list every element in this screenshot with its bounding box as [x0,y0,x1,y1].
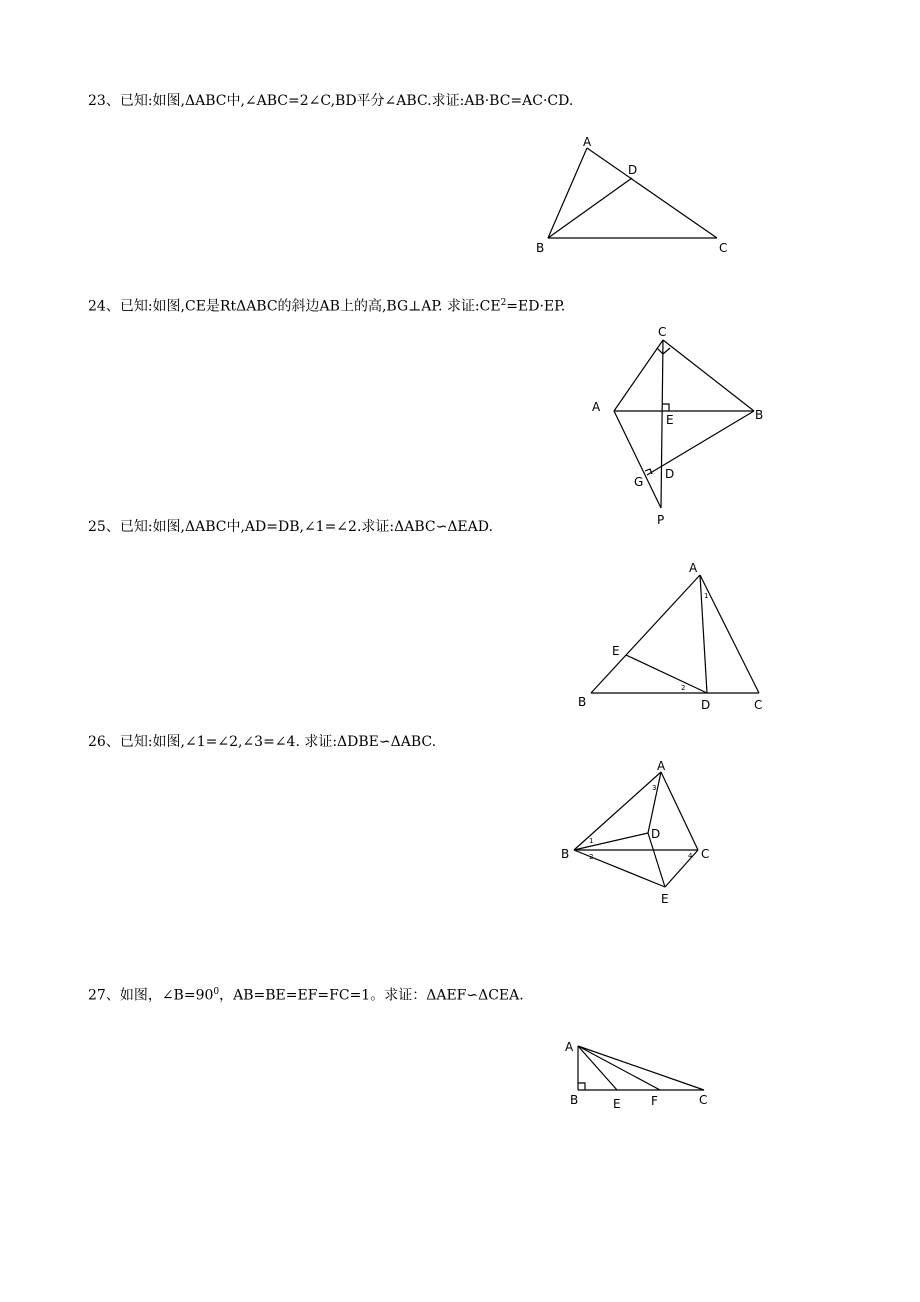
label-c: C [701,847,710,861]
problem-24-before: 24、已知:如图,CE是RtΔABC的斜边AB上的高,BG⊥AP. 求证:CE [88,298,501,315]
label-f: F [651,1094,658,1108]
label-e: E [613,1097,621,1111]
label-c: C [719,241,728,255]
label-b: B [578,695,587,709]
label-e: E [612,644,620,658]
angle-3-label: 3 [652,784,657,792]
label-b: B [561,847,570,861]
label-a: A [592,400,601,414]
problem-26-text: 26、已知:如图,∠1=∠2,∠3=∠4. 求证:ΔDBE∽ΔABC. [88,734,437,750]
label-p: P [657,513,665,527]
label-b: B [536,241,545,255]
angle-4-label: 4 [688,852,693,860]
label-g: G [634,475,644,489]
angle-2-label: 2 [589,853,594,861]
problem-27-after: ，AB=BE=EF=FC=1。求证：ΔAEF∽ΔCEA. [219,987,524,1004]
angle-1-label: 1 [589,837,594,845]
angle-1-label: 1 [704,592,709,600]
label-c: C [658,325,667,339]
label-c: C [699,1093,708,1107]
label-d: D [665,467,675,481]
problem-23-text: 23、已知:如图,ΔABC中,∠ABC=2∠C,BD平分∠ABC.求证:AB·BC=AC·CD. [88,93,574,109]
label-a: A [583,135,592,149]
angle-2-label: 2 [681,684,686,692]
label-c: C [754,698,763,712]
label-d: D [701,698,711,712]
label-e: E [661,892,669,906]
label-a: A [565,1040,574,1054]
problem-27-sup: 0 [213,987,220,997]
label-b: B [570,1093,579,1107]
label-d: D [651,827,661,841]
problem-24-sup: 2 [500,298,507,308]
label-e: E [666,413,674,427]
problem-25-text: 25、已知:如图,ΔABC中,AD=DB,∠1=∠2.求证:ΔABC∽ΔEAD. [88,519,493,535]
problem-24-after: =ED·EP. [506,298,566,315]
problem-27-before: 27、如图，∠B=90 [88,987,214,1004]
label-d: D [628,163,638,177]
label-a: A [689,561,698,575]
label-b: B [755,408,764,422]
label-a: A [657,759,666,773]
right-angle-b [578,1083,585,1090]
segment-af [578,1046,660,1090]
